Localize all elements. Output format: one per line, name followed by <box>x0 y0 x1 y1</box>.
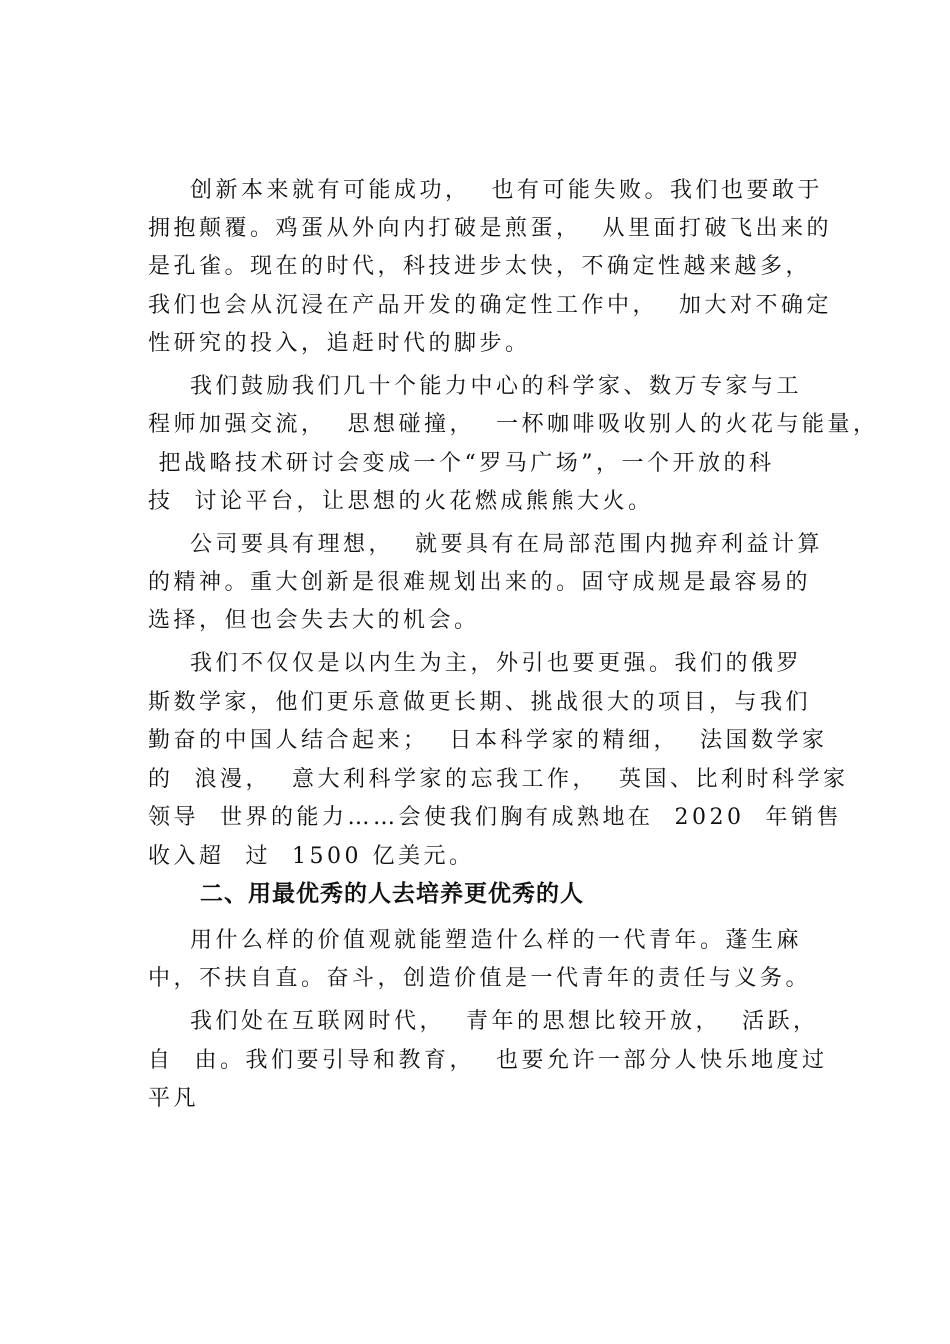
text-line: 创新本来就有可能成功， 也有可能失败。我们也要敢于 <box>148 178 823 203</box>
text-line: 用什么样的价值观就能塑造什么样的一代青年。蓬生麻 <box>148 928 802 953</box>
text-line: 的精神。重大创新是很难规划出来的。固守成规是最容易的 <box>148 570 812 595</box>
text-line: 领导 世界的能力……会使我们胸有成熟地在 2020 年销售 <box>148 805 842 830</box>
section-heading: 二、用最优秀的人去培养更优秀的人 <box>200 881 584 907</box>
text-line: 把战略技术研讨会变成一个“罗马广场”，一个开放的科 <box>148 451 775 476</box>
text-line: 收入超 过 1500 亿美元。 <box>148 844 475 869</box>
text-line: 性研究的投入，追赶时代的脚步。 <box>148 331 531 356</box>
text-line: 我们鼓励我们几十个能力中心的科学家、数万专家与工 <box>148 374 802 399</box>
text-line: 自 由。我们要引导和教育， 也要允许一部分人快乐地度过 <box>148 1048 828 1073</box>
text-line: 技 讨论平台，让思想的火花燃成熊熊大火。 <box>148 489 654 514</box>
text-line: 我们不仅仅是以内生为主，外引也要更强。我们的俄罗 <box>148 651 802 676</box>
text-line: 是孔雀。现在的时代，科技进步太快，不确定性越来越多， <box>148 254 812 279</box>
text-line: 的 浪漫， 意大利科学家的忘我工作， 英国、比利时科学家 <box>148 767 849 792</box>
text-line: 拥抱颠覆。鸡蛋从外向内打破是煎蛋， 从里面打破飞出来的 <box>148 216 832 241</box>
text-line: 选择，但也会失去大的机会。 <box>148 608 480 633</box>
text-line: 中，不扶自直。奋斗，创造价值是一代青年的责任与义务。 <box>148 966 812 991</box>
text-line: 平凡 <box>148 1086 200 1111</box>
text-line: 我们处在互联网时代， 青年的思想比较开放， 活跃， <box>148 1009 819 1034</box>
text-line: 勤奋的中国人结合起来； 日本科学家的精细， 法国数学家 <box>148 728 828 753</box>
text-line: 程师加强交流， 思想碰撞， 一杯咖啡吸收别人的火花与能量， <box>148 412 879 437</box>
text-line: 我们也会从沉浸在产品开发的确定性工作中， 加大对不确定 <box>148 293 832 318</box>
text-line: 公司要具有理想， 就要具有在局部范围内抛弃利益计算 <box>148 532 823 557</box>
text-line: 斯数学家，他们更乐意做更长期、挑战很大的项目，与我们 <box>148 690 812 715</box>
